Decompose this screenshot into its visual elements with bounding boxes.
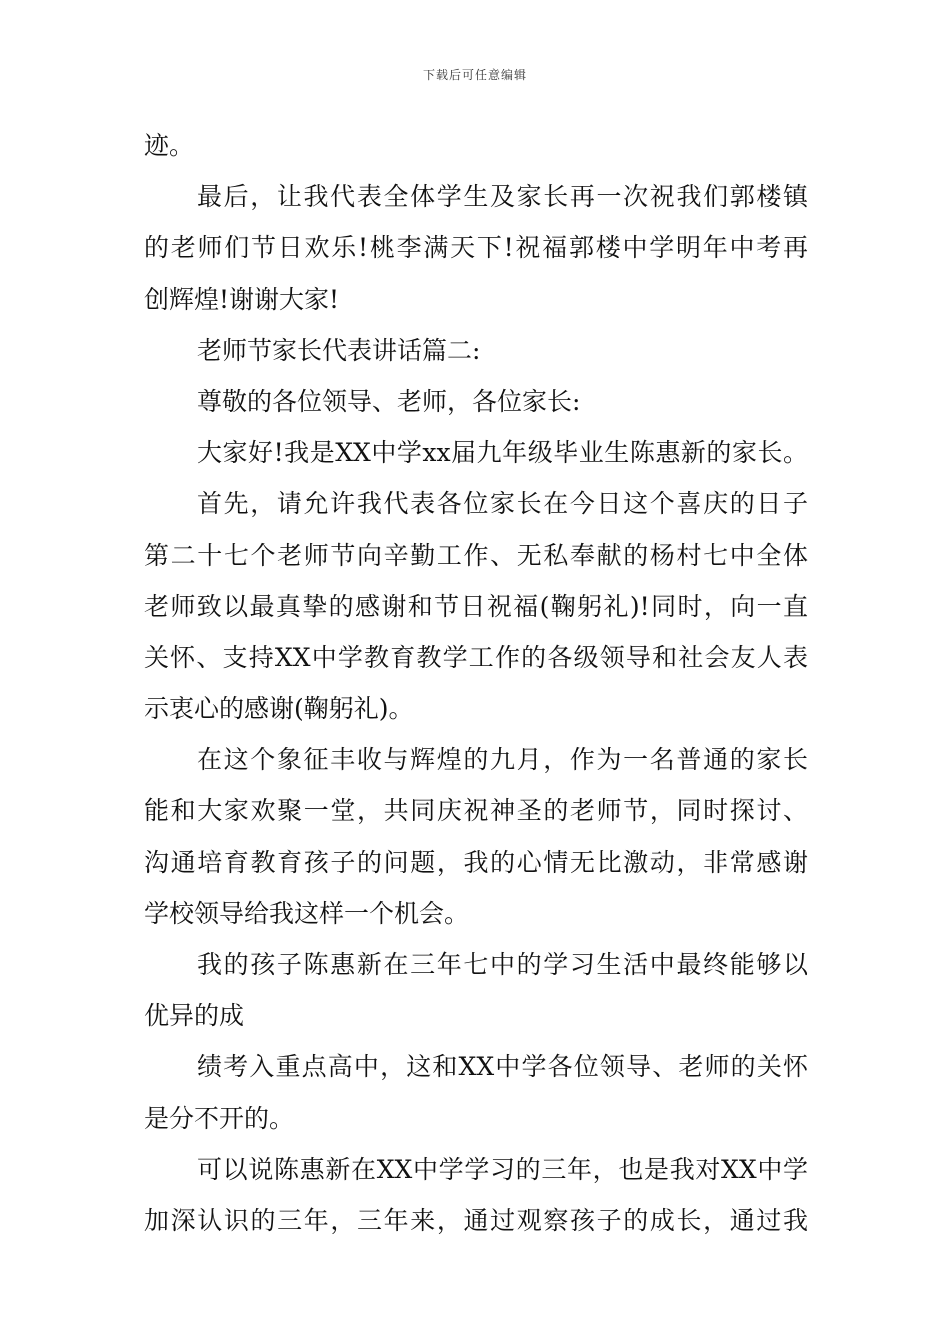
text-line: 关怀、支持XX中学教育教学工作的各级领导和社会友人表 [144, 642, 808, 672]
text-line: 迹。 [144, 131, 195, 160]
text-line: 创辉煌!谢谢大家! [144, 284, 340, 314]
text-line: 在这个象征丰收与辉煌的九月，作为一名普通的家长 [197, 745, 808, 775]
text-line: 老师致以最真挚的感谢和节日祝福(鞠躬礼)!同时，向一直 [144, 591, 808, 621]
text-line: 是分不开的。 [144, 1103, 295, 1133]
text-line: 能和大家欢聚一堂，共同庆祝神圣的老师节，同时探讨、 [144, 796, 808, 826]
text-line: 沟通培育教育孩子的问题，我的心情无比激动，非常感谢 [144, 847, 808, 877]
text-line: 我的孩子陈惠新在三年七中的学习生活中最终能够以 [197, 950, 808, 979]
text-line: 学校领导给我这样一个机会。 [144, 898, 470, 928]
text-line: 首先，请允许我代表各位家长在今日这个喜庆的日子 [197, 489, 808, 519]
text-line: 优异的成 [144, 1001, 245, 1031]
document-body [144, 120, 808, 1246]
text-line: 可以说陈惠新在XX中学学习的三年，也是我对XX中学 [197, 1154, 808, 1184]
text-line: 加深认识的三年，三年来，通过观察孩子的成长，通过我 [144, 1205, 808, 1235]
text-line: 最后，让我代表全体学生及家长再一次祝我们郭楼镇 [197, 182, 808, 212]
text-line: 尊敬的各位领导、老师，各位家长: [197, 386, 581, 416]
text-line: 第二十七个老师节向辛勤工作、无私奉献的杨村七中全体 [144, 540, 808, 570]
text-line: 的老师们节日欢乐!桃李满天下!祝福郭楼中学明年中考再 [144, 233, 808, 263]
text-line: 绩考入重点高中，这和XX中学各位领导、老师的关怀 [197, 1052, 808, 1082]
text-line: 示衷心的感谢(鞠躬礼)。 [144, 694, 414, 724]
text-line: 老师节家长代表讲话篇二: [197, 335, 481, 365]
page-header-note: 下载后可任意编辑 [422, 68, 527, 82]
text-line: 大家好!我是XX中学xx届九年级毕业生陈惠新的家长。 [197, 438, 808, 468]
